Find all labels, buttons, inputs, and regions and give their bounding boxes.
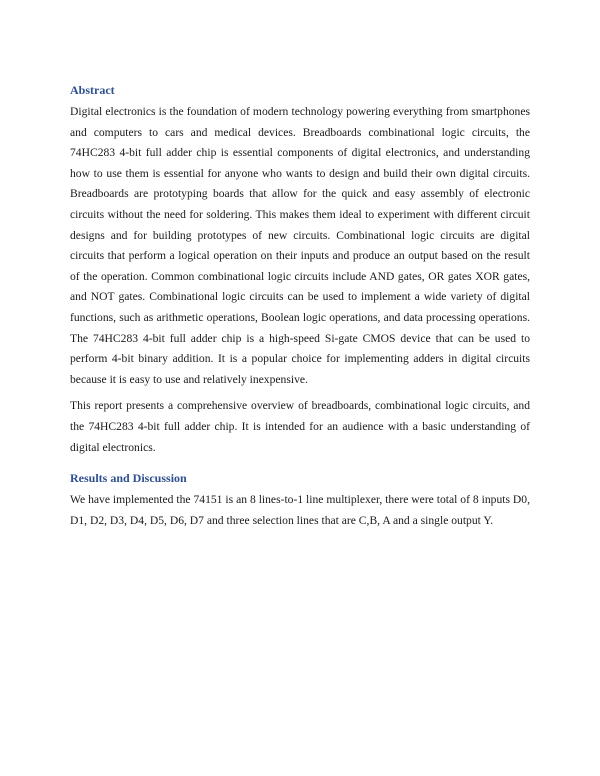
abstract-heading: Abstract [70, 83, 115, 97]
document-page [70, 82, 530, 531]
results-section [70, 470, 530, 531]
abstract-section [70, 82, 530, 458]
results-paragraph-1: We have implemented the 74151 is an 8 lines-to-1 line multiplexer, there were total of 8 inputs D0, D1, D2, D3, D4, D5, D6, D7 and three selection lines that are C,B, A and a single output Y. [70, 493, 530, 527]
results-heading: Results and Discussion [70, 471, 187, 486]
abstract-paragraph-1: Digital electronics is the foundation of modern technology powering everything from smartphones and computers to cars and medical devices. Breadboards combinational logic circuits, the 74HC283 4-bit full adder chip is essential components of digital electronics, and understanding how to use them is essential for anyone who wants to design and build their own digital circuits. Breadboards are prototyping boards that allow for the quick and easy assembly of electronic circuits without the need for soldering. This makes them ideal to experiment with different circuit designs and for building prototypes of new circuits. Combinational logic circuits are digital circuits that perform a logical operation on their inputs and produce an output based on the result of the operation. Common combinational logic circuits include AND gates, OR gates XOR gates, and NOT gates. Combinational logic circuits can be used to implement a wide variety of digital functions, such as arithmetic operations, Boolean logic operations, and data processing operations. The 74HC283 4-bit full adder chip is a high-speed Si-gate CMOS device that can be used to perform 4-bit binary addition. It is a popular choice for implementing adders in digital circuits because it is easy to use and relatively inexpensive. [70, 105, 530, 386]
abstract-paragraph-2: This report presents a comprehensive overview of breadboards, combinational logic circuits, and the 74HC283 4-bit full adder chip. It is intended for an audience with a basic understanding of digital electronics. [70, 399, 530, 454]
